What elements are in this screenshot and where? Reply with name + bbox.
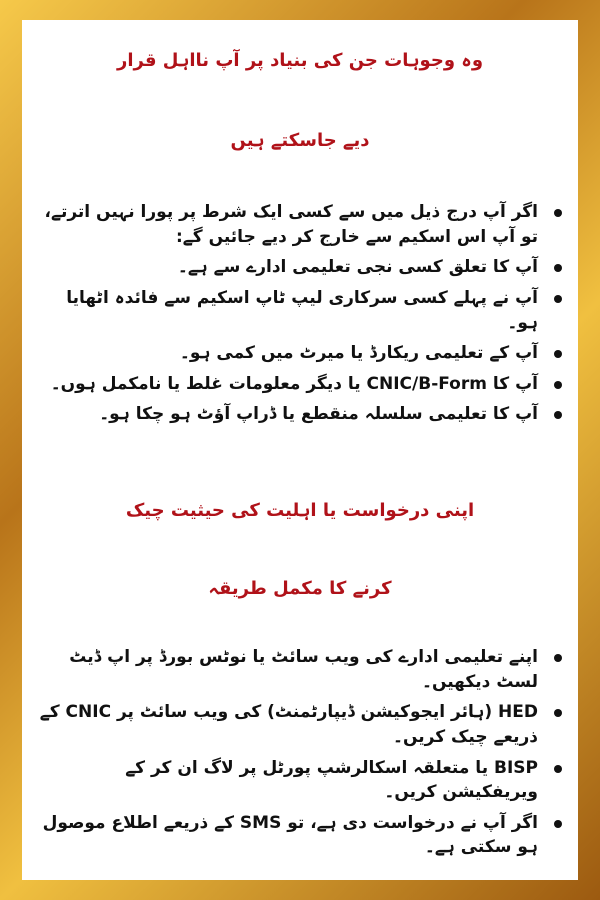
list-item xyxy=(36,811,564,860)
bullet-icon xyxy=(554,654,562,662)
bullet-icon xyxy=(554,264,562,272)
heading-2-line-1: اپنی درخواست یا اہلیت کی حیثیت چیک xyxy=(125,500,475,521)
list-item-text: اگر آپ درج ذیل میں سے کسی ایک شرط پر پورا نہیں اترتے، تو آپ اس اسکیم سے خارج کر دیے جائیں گے: xyxy=(44,202,538,247)
bullet-icon xyxy=(554,765,562,773)
list-item xyxy=(36,341,564,366)
list-item-text: آپ کے تعلیمی ریکارڈ یا میرٹ میں کمی ہو۔ xyxy=(179,343,538,364)
list-item-text: آپ نے پہلے کسی سرکاری لیپ ٹاپ اسکیم سے فائدہ اٹھایا ہو۔ xyxy=(66,287,538,333)
bullet-icon xyxy=(554,709,562,717)
list-item xyxy=(36,700,564,749)
list-item xyxy=(36,200,564,249)
heading-2-line-2: کرنے کا مکمل طریقہ xyxy=(208,578,392,599)
list-item-text: اگر آپ نے درخواست دی ہے، تو SMS کے ذریعے اطلاع موصول ہو سکتی ہے۔ xyxy=(42,812,538,858)
list-item-text: HED (ہائر ایجوکیشن ڈیپارٹمنٹ) کی ویب سائٹ پر CNIC کے ذریعے چیک کریں۔ xyxy=(39,702,538,747)
bullet-icon xyxy=(554,350,562,358)
status-check-method-list xyxy=(36,645,564,866)
bullet-icon xyxy=(554,295,562,303)
list-item xyxy=(36,255,564,280)
disqualification-reasons-list xyxy=(36,200,564,433)
bullet-icon xyxy=(554,209,562,217)
list-item-text: آپ کا تعلق کسی نجی تعلیمی ادارے سے ہے۔ xyxy=(177,257,538,278)
list-item xyxy=(36,756,564,805)
bullet-icon xyxy=(554,411,562,419)
heading-1-line-2: دیے جاسکتے ہیں xyxy=(230,130,370,151)
list-item xyxy=(36,645,564,694)
list-item xyxy=(36,372,564,397)
list-item xyxy=(36,286,564,335)
bullet-icon xyxy=(554,820,562,828)
list-item-text: اپنے تعلیمی ادارے کی ویب سائٹ یا نوٹس بورڈ پر اپ ڈیٹ لسٹ دیکھیں۔ xyxy=(69,647,538,692)
list-item-text: BISP یا متعلقہ اسکالرشپ پورٹل پر لاگ ان کر کے ویریفکیشن کریں۔ xyxy=(125,757,538,803)
bullet-icon xyxy=(554,381,562,389)
list-item-text: آپ کا CNIC/B-Form یا دیگر معلومات غلط یا نامکمل ہوں۔ xyxy=(50,373,538,394)
list-item xyxy=(36,402,564,427)
list-item-text: آپ کا تعلیمی سلسلہ منقطع یا ڈراپ آؤٹ ہو چکا ہو۔ xyxy=(99,404,538,425)
heading-1-line-1: وہ وجوہات جن کی بنیاد پر آپ نااہل قرار xyxy=(116,50,484,71)
